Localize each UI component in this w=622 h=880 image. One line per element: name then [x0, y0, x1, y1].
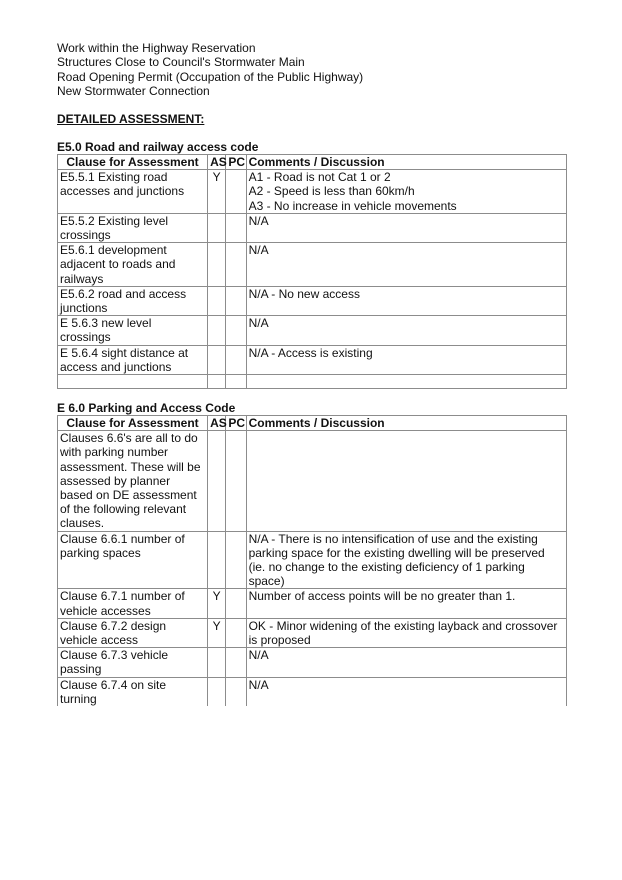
intro-line: New Stormwater Connection [57, 83, 210, 98]
pc-cell [226, 531, 246, 589]
header-as: AS [208, 155, 226, 170]
comments-cell: Number of access points will be no greater than 1. [246, 589, 566, 618]
table-row [58, 345, 567, 374]
clause-cell: E 5.6.4 sight distance at access and junctions [58, 345, 208, 374]
road-railway-table [57, 154, 567, 389]
table-row [58, 375, 567, 389]
clause-cell: Clauses 6.6's are all to do with parking number assessment. These will be assessed by planner based on DE assessment of the following relevant clauses. [58, 431, 208, 531]
clause-cell: Clause 6.7.3 vehicle passing [58, 648, 208, 677]
table-row [58, 286, 567, 315]
as-cell: Y [208, 170, 226, 214]
pc-cell [226, 213, 246, 242]
clause-cell: E5.5.1 Existing road accesses and junctions [58, 170, 208, 214]
pc-cell [226, 345, 246, 374]
section-title-road-railway: E5.0 Road and railway access code [57, 140, 259, 154]
table-row [58, 243, 567, 287]
intro-list [57, 41, 363, 98]
parking-access-rows [58, 431, 567, 706]
pc-cell [226, 316, 246, 345]
comments-cell: A1 - Road is not Cat 1 or 2 A2 - Speed is less than 60km/h A3 - No increase in vehicle movements [246, 170, 566, 214]
comments-cell: OK - Minor widening of the existing layback and crossover is proposed [246, 618, 566, 647]
pc-cell [226, 618, 246, 647]
header-pc: PC [226, 416, 246, 431]
table-row [58, 431, 567, 531]
comments-cell: N/A [246, 648, 566, 677]
road-railway-rows [58, 170, 567, 389]
table-row [58, 316, 567, 345]
table-row [58, 618, 567, 647]
comments-cell: N/A - No new access [246, 286, 566, 315]
as-cell [208, 213, 226, 242]
pc-cell [226, 286, 246, 315]
header-clause: Clause for Assessment [58, 155, 208, 170]
table-header-row [58, 155, 567, 170]
as-cell [208, 531, 226, 589]
pc-cell [226, 170, 246, 214]
table-row [58, 213, 567, 242]
clause-cell: Clause 6.7.4 on site turning [58, 677, 208, 706]
as-cell [208, 345, 226, 374]
comments-cell: N/A [246, 677, 566, 706]
as-cell [208, 375, 226, 389]
as-cell [208, 316, 226, 345]
clause-cell: Clause 6.7.2 design vehicle access [58, 618, 208, 647]
clause-cell [58, 375, 208, 389]
header-comments: Comments / Discussion [246, 155, 566, 170]
pc-cell [226, 243, 246, 287]
clause-cell: E5.6.1 development adjacent to roads and railways [58, 243, 208, 287]
intro-line: Work within the Highway Reservation [57, 41, 256, 55]
clause-cell: E5.6.2 road and access junctions [58, 286, 208, 315]
header-as: AS [208, 416, 226, 431]
comments-cell [246, 431, 566, 531]
pc-cell [226, 648, 246, 677]
clause-cell: E5.5.2 Existing level crossings [58, 213, 208, 242]
intro-line: Structures Close to Council's Stormwater Main [57, 55, 305, 70]
intro-line: Road Opening Permit (Occupation of the Public Highway) [57, 69, 364, 84]
header-comments: Comments / Discussion [246, 416, 566, 431]
as-cell [208, 243, 226, 287]
table-row [58, 531, 567, 589]
table-row [58, 648, 567, 677]
pc-cell [226, 589, 246, 618]
comments-cell: N/A - There is no intensification of use and the existing parking space for the existing dwelling will be preserved (ie. no change to the existing deficiency of 1 parking space) [246, 531, 566, 589]
comments-cell [246, 375, 566, 389]
table-row [58, 170, 567, 214]
pc-cell [226, 677, 246, 706]
as-cell [208, 677, 226, 706]
table-header-row [58, 416, 567, 431]
comments-cell: N/A - Access is existing [246, 345, 566, 374]
comments-cell: N/A [246, 213, 566, 242]
as-cell: Y [208, 618, 226, 647]
as-cell [208, 431, 226, 531]
table-row [58, 677, 567, 706]
clause-cell: Clause 6.7.1 number of vehicle accesses [58, 589, 208, 618]
as-cell [208, 286, 226, 315]
comments-cell: N/A [246, 316, 566, 345]
header-pc: PC [226, 155, 246, 170]
detailed-assessment-heading: DETAILED ASSESSMENT: [57, 112, 205, 126]
comments-cell: N/A [246, 243, 566, 287]
table-row [58, 589, 567, 618]
clause-cell: Clause 6.6.1 number of parking spaces [58, 531, 208, 589]
header-clause: Clause for Assessment [58, 416, 208, 431]
as-cell: Y [208, 589, 226, 618]
as-cell [208, 648, 226, 677]
clause-cell: E 5.6.3 new level crossings [58, 316, 208, 345]
parking-access-table [57, 415, 567, 706]
pc-cell [226, 375, 246, 389]
pc-cell [226, 431, 246, 531]
section-title-parking-access: E 6.0 Parking and Access Code [57, 401, 236, 415]
